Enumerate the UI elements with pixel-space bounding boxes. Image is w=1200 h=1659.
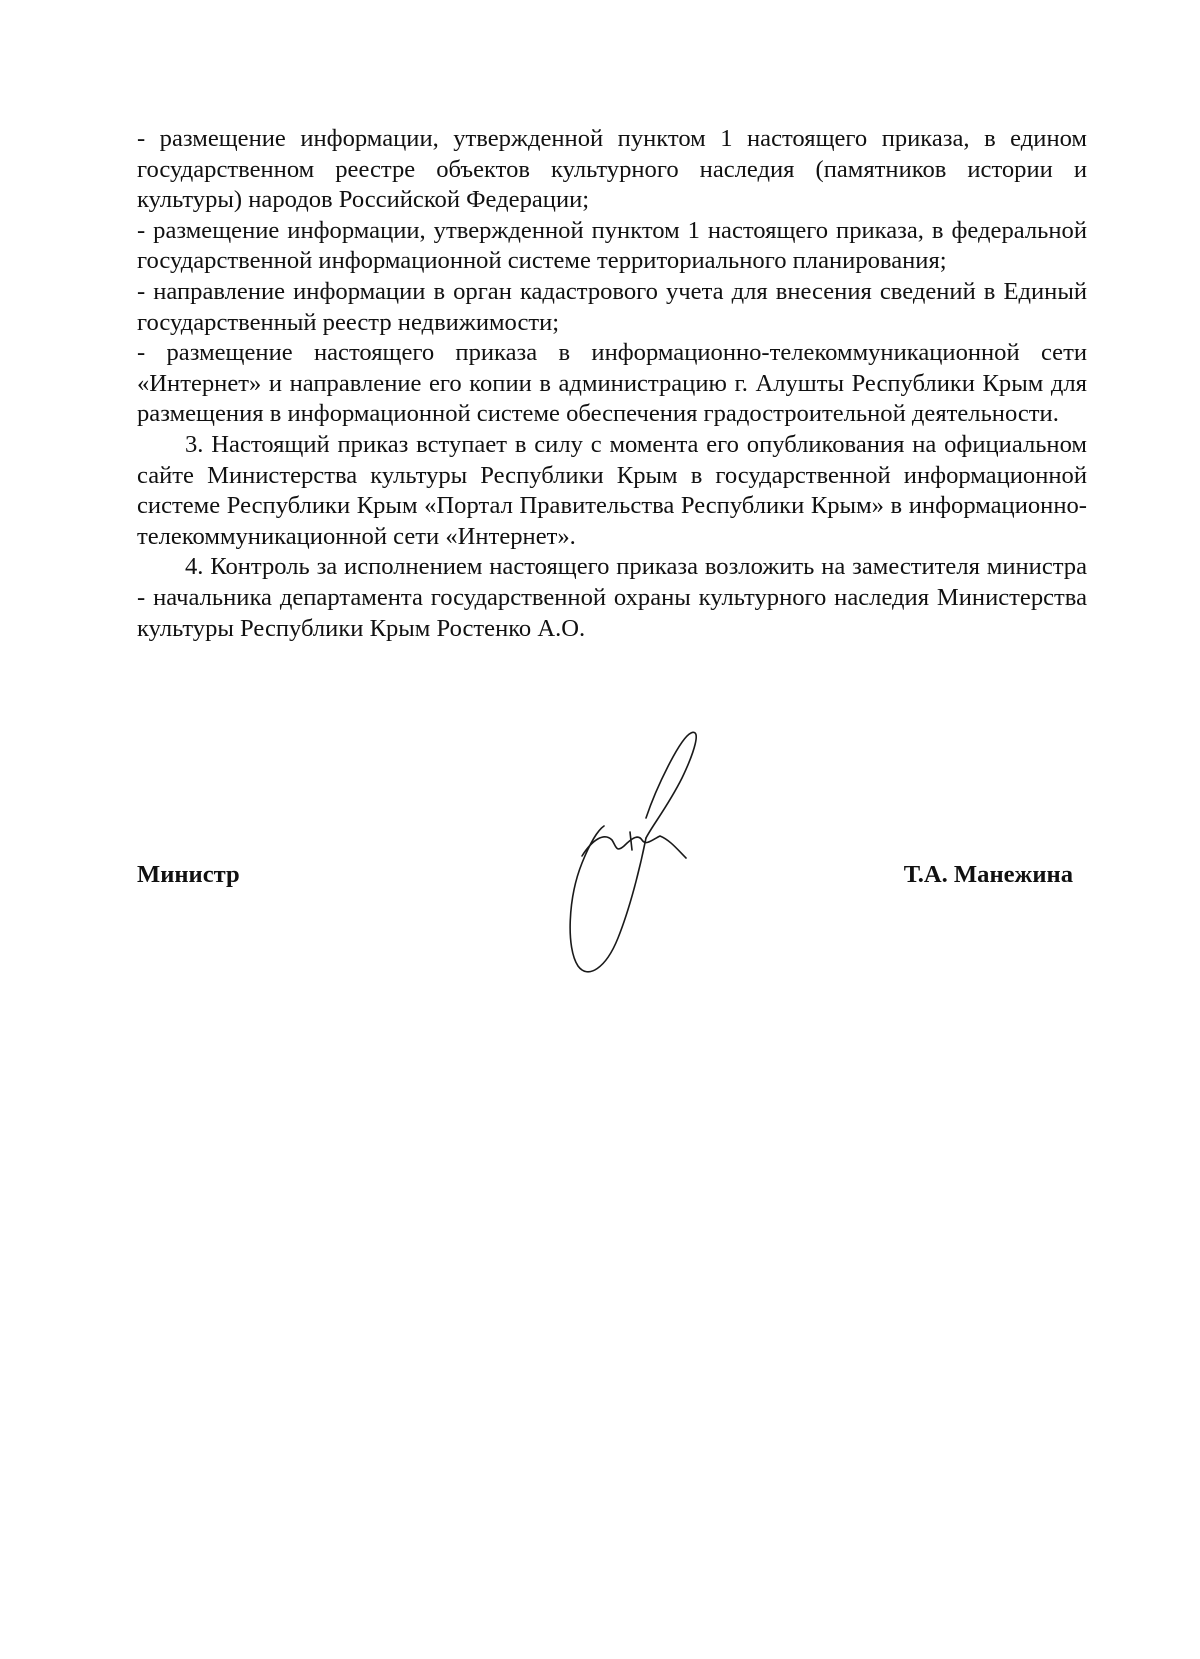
bullet-item-cadastre: - направление информации в орган кадастрового учета для внесения сведений в Единый государственный реестр недвижимости; (137, 277, 1087, 336)
signatory-role: Министр (137, 861, 240, 888)
handwritten-signature (560, 728, 710, 983)
paragraph-3-effective-date: 3. Настоящий приказ вступает в силу с момента его опубликования на официальном сайте Министерства культуры Республики Крым в государственной информационной системе Республики Крым «Портал Правительства Республики Крым» в информационно-телекоммуникационной сети «Интернет». (137, 430, 1087, 550)
bullet-item-fgis: - размещение информации, утвержденной пунктом 1 настоящего приказа, в федеральной государственной информационной системе территориального планирования; (137, 216, 1087, 275)
paragraph-4-control: 4. Контроль за исполнением настоящего приказа возложить на заместителя министра - начальника департамента государственной охраны культурного наследия Министерства культуры Республики Крым Ростенко А.О. (137, 553, 1087, 642)
document-body (137, 124, 1087, 644)
bullet-item-registry: - размещение информации, утвержденной пунктом 1 настоящего приказа, в едином государственном реестре объектов культурного наследия (памятников истории и культуры) народов Российской Федерации; (137, 125, 1087, 214)
bullet-item-internet: - размещение настоящего приказа в информационно-телекоммуникационной сети «Интернет» и направление его копии в администрацию г. Алушты Республики Крым для размещения в информационной системе обеспечения градостроительной деятельности. (137, 339, 1087, 428)
signatory-name: Т.А. Манежина (903, 861, 1073, 888)
